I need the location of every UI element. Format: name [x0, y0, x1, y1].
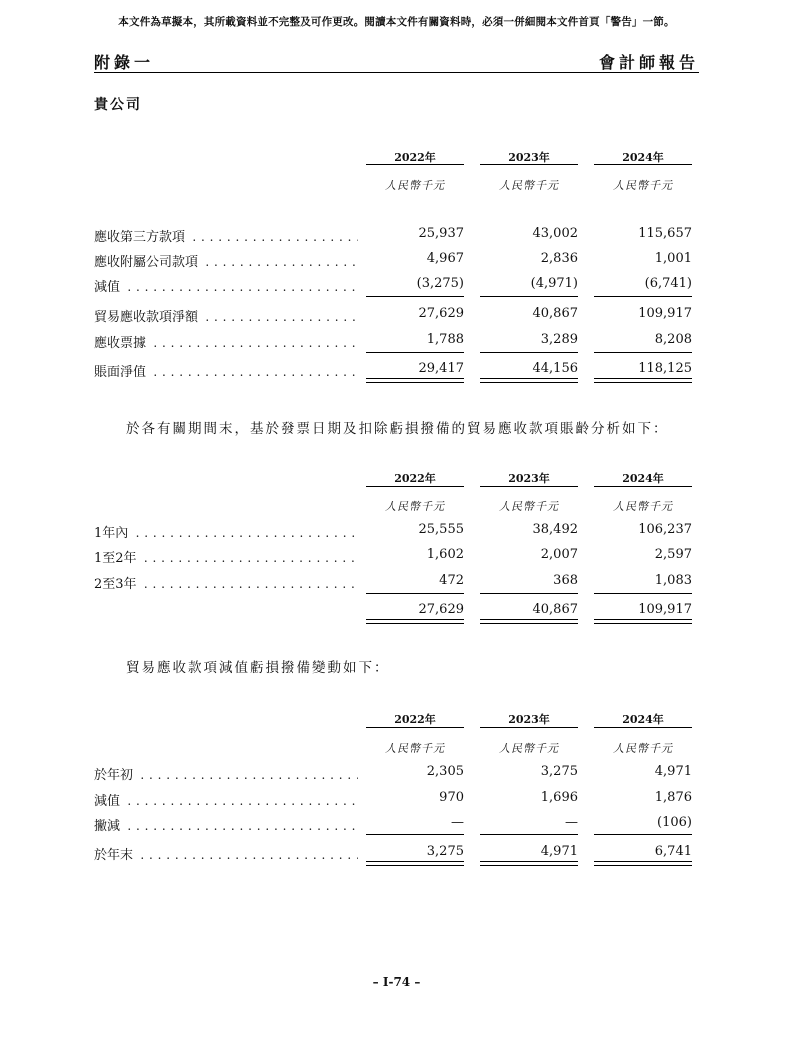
- column-rule: [480, 164, 578, 165]
- row-value: 4,971: [654, 764, 692, 779]
- column-year: 2023年: [508, 151, 550, 164]
- subtotal-rule: [480, 352, 578, 353]
- row-label: 應收附屬公司款項 . . .: [94, 251, 358, 270]
- row-label: 減值 . . .: [94, 276, 358, 295]
- row-value: 38,492: [532, 522, 578, 537]
- total-double-rule: [366, 861, 464, 866]
- row-value: 2,007: [540, 547, 578, 562]
- column-unit: 人民幣千元: [613, 742, 673, 755]
- row-value: 1,696: [540, 790, 578, 805]
- section-title: 會計師報告: [598, 53, 699, 72]
- column-unit: 人民幣千元: [385, 500, 445, 513]
- column-rule: [594, 727, 692, 728]
- total-double-rule: [594, 378, 692, 383]
- row-value: 25,555: [418, 522, 464, 537]
- row-value: 4,971: [540, 844, 578, 859]
- column-year: 2022年: [394, 151, 436, 164]
- subtotal-rule: [366, 593, 464, 594]
- row-value: 106,237: [638, 522, 692, 537]
- row-value: 1,876: [654, 790, 692, 805]
- header-divider: [94, 72, 699, 73]
- row-value: 368: [553, 573, 578, 588]
- row-value: 118,125: [638, 361, 692, 376]
- row-label: 於年末 . . .: [94, 844, 358, 863]
- row-value: 3,275: [540, 764, 578, 779]
- row-value: (3,275): [416, 276, 464, 291]
- row-value: 3,275: [426, 844, 464, 859]
- row-value: 40,867: [532, 306, 578, 321]
- row-value: —: [451, 815, 464, 830]
- column-rule: [480, 727, 578, 728]
- column-rule: [480, 486, 578, 487]
- row-label: 撇減 . . .: [94, 815, 358, 834]
- subtotal-rule: [366, 296, 464, 297]
- draft-disclaimer: 本文件為草擬本，其所載資料並不完整及可作更改。閱讀本文件有關資料時，必須一併細閱本文件首頁「警告」一節。: [118, 16, 675, 28]
- subtotal-rule: [480, 593, 578, 594]
- row-value: 1,602: [426, 547, 464, 562]
- column-unit: 人民幣千元: [499, 179, 559, 192]
- row-value: (6,741): [644, 276, 692, 291]
- row-value: (106): [657, 815, 692, 830]
- row-label: 2至3年 . . .: [94, 573, 358, 592]
- row-label: 賬面淨值 . . .: [94, 361, 358, 380]
- row-label: 應收第三方款項 . . .: [94, 226, 358, 245]
- column-year: 2024年: [622, 151, 664, 164]
- row-value: 4,967: [426, 251, 464, 266]
- column-unit: 人民幣千元: [613, 500, 673, 513]
- row-value: 8,208: [654, 332, 692, 347]
- subtotal-rule: [594, 593, 692, 594]
- row-value: 43,002: [532, 226, 578, 241]
- row-label: 貿易應收款項淨額 . . .: [94, 306, 358, 325]
- total-value: 27,629: [418, 602, 464, 617]
- column-year: 2024年: [622, 713, 664, 726]
- row-label: 於年初 . . .: [94, 764, 358, 783]
- subtotal-rule: [594, 834, 692, 835]
- impairment-intro-paragraph: 貿易應收款項減值虧損撥備變動如下：: [126, 660, 390, 676]
- row-value: 2,597: [654, 547, 692, 562]
- row-value: 27,629: [418, 306, 464, 321]
- subtotal-rule: [366, 352, 464, 353]
- column-rule: [594, 486, 692, 487]
- appendix-title: 附錄一: [94, 53, 155, 72]
- subtotal-rule: [480, 834, 578, 835]
- row-value: 2,836: [540, 251, 578, 266]
- total-double-rule: [480, 861, 578, 866]
- row-value: 29,417: [418, 361, 464, 376]
- column-unit: 人民幣千元: [613, 179, 673, 192]
- column-year: 2023年: [508, 472, 550, 485]
- column-unit: 人民幣千元: [499, 742, 559, 755]
- column-year: 2022年: [394, 472, 436, 485]
- row-label: 1至2年 . . .: [94, 547, 358, 566]
- row-value: 25,937: [418, 226, 464, 241]
- row-value: (4,971): [530, 276, 578, 291]
- column-year: 2024年: [622, 472, 664, 485]
- row-label: 減值 . . .: [94, 790, 358, 809]
- total-double-rule: [594, 861, 692, 866]
- row-value: —: [565, 815, 578, 830]
- page-number: – I-74 –: [372, 975, 421, 989]
- total-double-rule: [366, 378, 464, 383]
- row-value: 3,289: [540, 332, 578, 347]
- total-double-rule: [366, 619, 464, 624]
- column-rule: [594, 164, 692, 165]
- column-rule: [366, 727, 464, 728]
- company-heading: 貴公司: [94, 97, 142, 113]
- column-rule: [366, 164, 464, 165]
- total-double-rule: [480, 378, 578, 383]
- row-value: 6,741: [654, 844, 692, 859]
- total-value: 40,867: [532, 602, 578, 617]
- row-label: 應收票據 . . .: [94, 332, 358, 351]
- column-unit: 人民幣千元: [499, 500, 559, 513]
- column-unit: 人民幣千元: [385, 179, 445, 192]
- column-year: 2023年: [508, 713, 550, 726]
- subtotal-rule: [480, 296, 578, 297]
- subtotal-rule: [594, 296, 692, 297]
- subtotal-rule: [366, 834, 464, 835]
- row-value: 115,657: [638, 226, 692, 241]
- column-rule: [366, 486, 464, 487]
- total-value: 109,917: [638, 602, 692, 617]
- row-value: 970: [439, 790, 464, 805]
- row-label: 1年內 . . .: [94, 522, 358, 541]
- row-value: 1,083: [654, 573, 692, 588]
- row-value: 109,917: [638, 306, 692, 321]
- column-year: 2022年: [394, 713, 436, 726]
- total-double-rule: [594, 619, 692, 624]
- row-value: 1,001: [654, 251, 692, 266]
- aging-intro-paragraph: 於各有關期間末，基於發票日期及扣除虧損撥備的貿易應收款項賬齡分析如下：: [126, 421, 669, 437]
- row-value: 44,156: [532, 361, 578, 376]
- subtotal-rule: [594, 352, 692, 353]
- row-value: 2,305: [426, 764, 464, 779]
- row-value: 472: [439, 573, 464, 588]
- total-double-rule: [480, 619, 578, 624]
- column-unit: 人民幣千元: [385, 742, 445, 755]
- row-value: 1,788: [426, 332, 464, 347]
